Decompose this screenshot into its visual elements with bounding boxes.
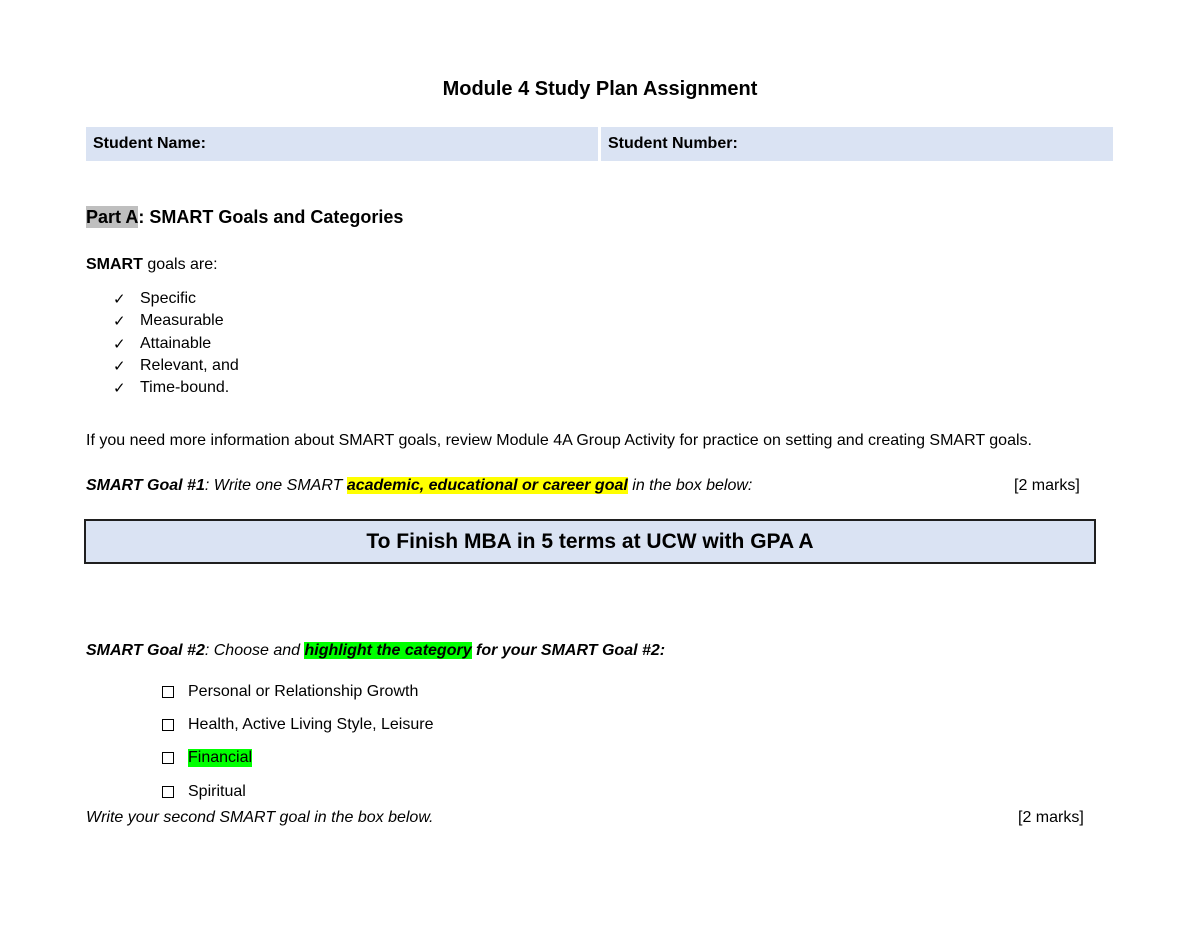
goal1-marks: [2 marks]	[1014, 477, 1080, 494]
category-list	[162, 675, 433, 808]
list-item	[113, 288, 239, 310]
goal2-prompt-before: : Choose and	[204, 642, 305, 659]
checkbox-icon[interactable]	[162, 719, 174, 731]
smart-criteria-list	[113, 288, 239, 399]
list-item	[113, 310, 239, 332]
category-option-health[interactable]	[162, 708, 433, 741]
checkmark-icon: ✓	[113, 290, 126, 308]
criteria-label: Relevant, and	[140, 356, 239, 374]
smart-intro-text: goals are:	[142, 256, 218, 273]
goal2-prompt-after: for your SMART Goal #2:	[471, 642, 666, 659]
category-label: Financial	[188, 749, 253, 767]
checkmark-icon: ✓	[113, 379, 126, 398]
checkmark-icon: ✓	[113, 334, 126, 353]
criteria-label: Time-bound.	[140, 379, 230, 397]
checkmark-icon: ✓	[113, 312, 126, 331]
checkbox-icon[interactable]	[162, 752, 174, 764]
smart-intro	[86, 256, 218, 274]
student-number-field[interactable]	[601, 127, 1113, 161]
goal2-write-prompt: Write your second SMART goal in the box below.	[86, 809, 434, 826]
part-a-label: Part A	[86, 207, 139, 227]
smart-info-text: If you need more information about SMART goals, review Module 4A Group Activity for practice on setting and creating SMART goals.	[86, 432, 1032, 449]
goal2-label: SMART Goal #2	[86, 642, 205, 659]
checkbox-icon[interactable]	[162, 786, 174, 798]
smart-intro-bold: SMART	[86, 256, 143, 273]
category-option-personal[interactable]	[162, 675, 433, 708]
goal2-prompt	[86, 642, 665, 660]
goal1-label: SMART Goal #1	[86, 477, 205, 494]
checkmark-icon: ✓	[113, 356, 126, 375]
goal1-highlight: academic, educational or career goal	[346, 477, 628, 494]
goal2-marks: [2 marks]	[1018, 809, 1084, 826]
student-name-label: Student Name:	[93, 135, 206, 152]
page-title: Module 4 Study Plan Assignment	[442, 78, 758, 100]
goal1-answer-text: To Finish MBA in 5 terms at UCW with GPA A	[366, 530, 814, 553]
list-item	[113, 377, 239, 399]
goal2-highlight: highlight the category	[304, 642, 472, 659]
criteria-label: Specific	[140, 290, 197, 307]
category-option-spiritual[interactable]	[162, 775, 433, 808]
goal1-prompt	[86, 477, 752, 495]
part-a-heading-text: : SMART Goals and Categories	[138, 207, 404, 227]
category-option-financial[interactable]	[162, 742, 433, 775]
criteria-label: Attainable	[140, 334, 212, 352]
part-a-heading	[86, 207, 403, 228]
goal1-answer-box[interactable]	[84, 519, 1096, 564]
list-item	[113, 355, 239, 377]
goal1-prompt-before: : Write one SMART	[204, 477, 347, 494]
list-item	[113, 333, 239, 355]
goal1-prompt-after: in the box below:	[627, 477, 753, 494]
category-label: Personal or Relationship Growth	[188, 682, 419, 700]
category-label: Spiritual	[188, 782, 246, 800]
criteria-label: Measurable	[140, 312, 224, 330]
checkbox-icon[interactable]	[162, 686, 174, 698]
category-label: Health, Active Living Style, Leisure	[188, 715, 434, 733]
student-number-label: Student Number:	[608, 135, 738, 152]
student-name-field[interactable]	[86, 127, 598, 161]
